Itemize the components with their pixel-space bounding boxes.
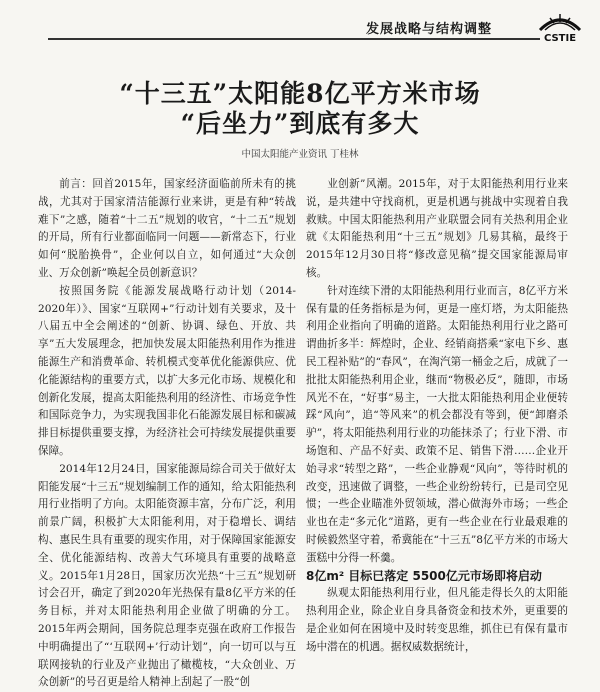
cstie-logo-icon bbox=[534, 8, 586, 44]
logo-text: CSTIE bbox=[543, 33, 577, 44]
paragraph: 业创新”风潮。2015年，对于太阳能热利用行业来说，是共建中守找商机，更是机遇与挑战中实现着自我救赎。中国太阳能热利用产业联盟会同有关热利用企业就《太阳能热利用“十三五”规划》几易其稿，最终于2015年12月30日将“修改意见稿”提交国家能源局审核。 bbox=[306, 178, 568, 279]
paragraph: 针对连续下滑的太阳能热利用行业而言，8亿平方米保有量的任务指标是为何，更是一座灯塔，为太阳能热利用企业指向了明确的道路。太阳能热利用行业之路可谓曲折多半：辉煌时，企业、经销商搭乘“家电下乡、惠民工程补贴”的“春风”，在淘汽第一桶金之后，成就了一批批太阳能热利用企业，继而“物极必反”，随即，市场风光不在，“好事”易主，一大批太阳能热利用企业便转踩“风向”，追“等风来”的机会都没有等到，便“卸磨杀驴”，将太阳能热利用行业的功能抹杀了；行业下滑、市场饱和、产品不好卖、政策不足、销售下滑……企业开始寻求“转型之路”，一些企业静观“风向”，等待时机的改变，迅速做了调整，一些企业纷纷转行，已是司空见惯；一些企业瞄准外贸领域，潜心做海外市场；一些企业也在走“多元化”道路，更有一些企业在行业最艰难的时候毅然坚守着，希冀能在“十三五”8亿平方米的市场大蛋糕中分得一杯羹。 bbox=[306, 284, 568, 564]
paragraph: 2014年12月24日，国家能源局综合司关于做好太阳能发展“十三五”规划编制工作的通知，给太阳能热利用行业指明了方向。太阳能资源丰富，分布广泛，利用前景广阔，积极扩大太阳能利用，对于稳增长、调结构、惠民生具有重要的现实作用，对于保障国家能源安全、优化能源结构、改善大气环境具有重要的战略意义。2015年1月28日，国家历次光热“十三五”规划研讨会召开，确定了到2020年光热保有量8亿平方米的任务目标，并对太阳能热利用企业做了明确的分工。2015年两会期间，国务院总理李克强在政府工作报告中明确提出了“‘互联网+’行动计划”，向一切可以与互联网接轨的行业及产业抛出了橄榄枝，“大众创业、万众创新”的号召更是给人精神上刮起了一股“创 bbox=[38, 462, 296, 689]
section-title: 发展战略与结构调整 bbox=[365, 22, 492, 37]
journal-logo bbox=[534, 8, 586, 44]
header-rule bbox=[48, 38, 540, 40]
article-title-line2: “后坐力”到底有多大 bbox=[180, 109, 420, 138]
paragraph: 按照国务院《能源发展战略行动计划（2014-2020年）》、国家“互联网+”行动计划有关要求，及十八届五中全会阐述的“创新、协调、绿色、开放、共享”五大发展理念，把加快发展太阳能热利用作为推进能源生产和消费革命、转机模式变革优化能源供应、优化能源结构的重要方式，以扩大多元化市场、规模化和创新化发展，提高太阳能热利用的经济性、市场竞争性和国际竞争力，为实现我国非化石能源发展目标和碳减排目标提供重要支撑，为经济社会可持续发展提供重要保障。 bbox=[38, 284, 296, 457]
article-byline: 中国太阳能产业资讯 丁桂林 bbox=[241, 149, 359, 160]
page-header bbox=[0, 0, 600, 44]
right-column bbox=[306, 176, 568, 657]
paragraph: 前言：回首2015年，国家经济面临前所未有的挑战，尤其对于国家清洁能源行业来讲，更是有种“转战难下”之感，随着“十二五”规划的收官，“十二五”规划的开局，所有行业都面临同一问题——新常态下，行业如何“脱胎换骨”，企业何以自立，如何通过“大众创业、万众创新”唤起全员创新意识？ bbox=[38, 178, 296, 279]
article-title-line1: “十三五”太阳能8亿平方米市场 bbox=[119, 79, 481, 108]
paragraph: 纵观太阳能热利用行业，但凡能走得长久的太阳能热利用企业，除企业自身具备资金和技术外，更重要的是企业如何在困境中及时转变思维，抓住已有保有量市场中潜在的机遇。据权威数据统计， bbox=[306, 587, 568, 653]
left-column bbox=[38, 176, 296, 692]
section-subheading: 8亿m² 目标已落定 5500亿元市场即将启动 bbox=[306, 568, 542, 583]
